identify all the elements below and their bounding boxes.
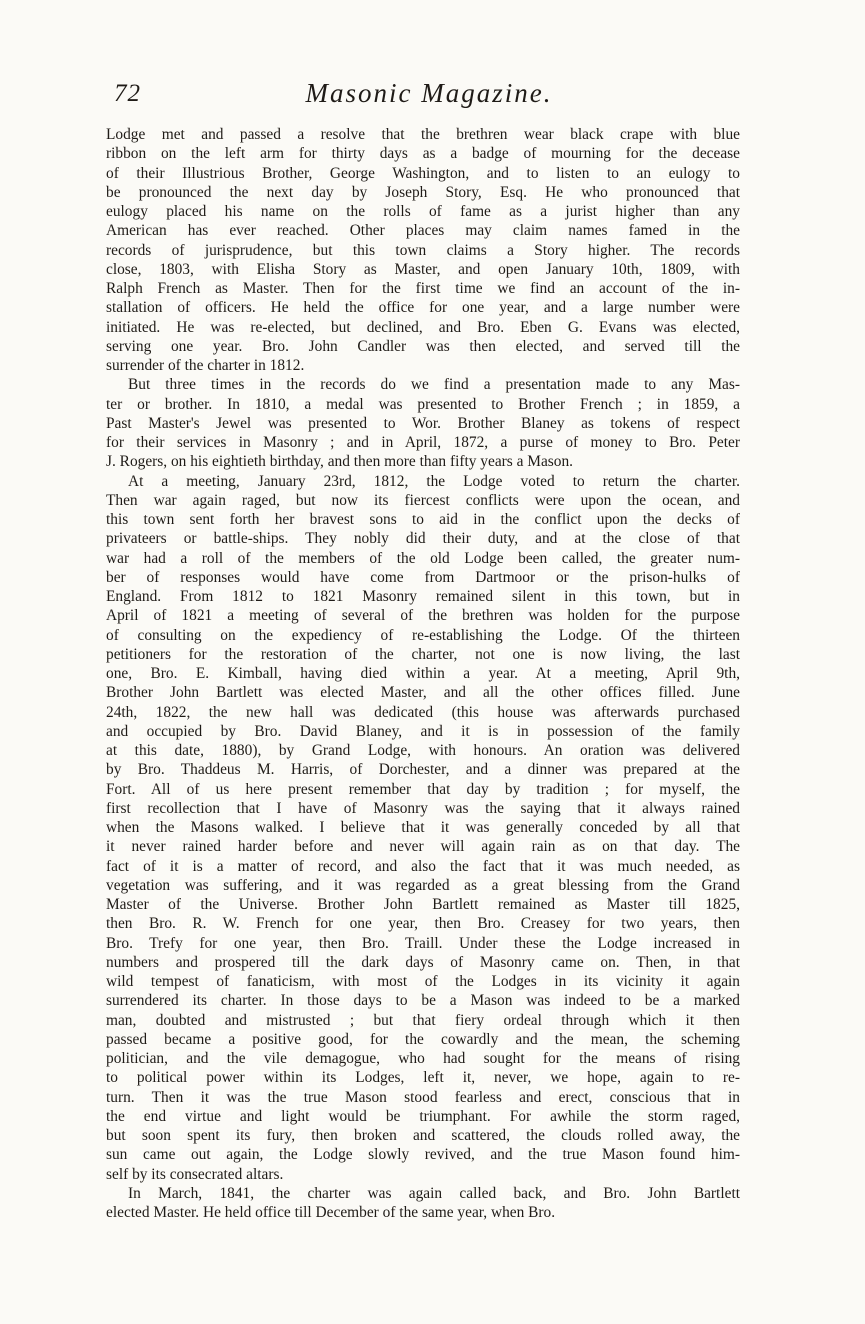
running-title: Masonic Magazine. [305,78,553,108]
text-line: to political power within its Lodges, left it, never, we hope, again to re- [106,1069,740,1087]
text-line: sun came out again, the Lodge slowly revived, and the true Mason found him- [106,1146,740,1164]
text-line: wild tempest of fanaticism, with most of the Lodges in its vicinity it again [106,973,740,990]
text-line: turn. Then it was the true Mason stood fearless and erect, conscious that in [106,1088,740,1106]
page-number: 72 [114,80,141,107]
text-line: vegetation was suffering, and it was regarded as a great blessing from the Grand [106,876,740,894]
text-line: Brother John Bartlett was elected Master, and all the other offices filled. June [106,684,740,702]
text-line: the end virtue and light would be triumphant. For awhile the storm raged, [106,1107,740,1125]
text-line: passed became a positive good, for the cowardly and the mean, the scheming [106,1030,740,1048]
text-line: Lodge met and passed a resolve that the brethren wear black crape with blue [106,126,740,143]
text-line: Past Master's Jewel was presented to Wor. Brother Blaney as tokens of respect [106,414,740,432]
text-line: stallation of officers. He held the office for one year, and a large number were [106,299,740,317]
text-line: when the Masons walked. I believe that it was generally conceded by all that [106,819,740,836]
text-line: one, Bro. E. Kimball, having died within a year. At a meeting, April 9th, [106,665,740,682]
paragraph [106,125,740,375]
text-line: Fort. All of us here present remember that day by tradition ; for myself, the [106,780,740,798]
text-line: this town sent forth her bravest sons to aid in the conflict upon the decks of [106,511,740,528]
text-line: elected Master. He held office till December of the same year, when Bro. [106,1204,556,1221]
text-line: then Bro. R. W. French for one year, then Bro. Creasey for two years, then [106,915,740,933]
text-line: ribbon on the left arm for thirty days as a badge of mourning for the decease [106,145,740,163]
text-line: ber of responses would have come from Dartmoor or the prison-hulks of [106,568,740,586]
text-line: close, 1803, with Elisha Story as Master, and open January 10th, 1809, with [106,260,740,278]
text-line: by Bro. Thaddeus M. Harris, of Dorchester, and a dinner was prepared at the [106,761,740,779]
text-line: eulogy placed his name on the rolls of fame as a jurist higher than any [106,203,740,220]
text-line: At a meeting, January 23rd, 1812, the Lodge voted to return the charter. [128,472,740,490]
text-line: American has ever reached. Other places may claim names famed in the [106,222,740,240]
text-line: In March, 1841, the charter was again called back, and Bro. John Bartlett [128,1184,740,1202]
text-line: but soon spent its fury, then broken and scattered, the clouds rolled away, the [106,1127,740,1144]
text-line: it never rained harder before and never will again rain as on that day. The [106,838,740,856]
text-line: April of 1821 a meeting of several of the brethren was holden for the purpose [106,607,740,625]
text-line: records of jurisprudence, but this town claims a Story higher. The records [106,241,740,259]
text-line: ter or brother. In 1810, a medal was presented to Brother French ; in 1859, a [106,395,740,413]
text-line: be pronounced the next day by Joseph Story, Esq. He who pronounced that [106,183,740,201]
paragraph [106,1184,740,1223]
text-line: Ralph French as Master. Then for the first time we find an account of the in- [106,280,740,297]
page-header [114,76,744,116]
text-line: serving one year. Bro. John Candler was then elected, and served till the [106,337,740,355]
text-line: privateers or battle-ships. They nobly did their duty, and at the close of that [106,530,740,548]
text-line: fact of it is a matter of record, and also the fact that it was much needed, as [106,857,740,875]
paragraph [106,375,740,471]
text-line: and occupied by Bro. David Blaney, and it is in possession of the family [106,722,740,740]
article-body [106,125,740,1222]
text-line: man, doubted and mistrusted ; but that fiery ordeal through which it then [106,1011,740,1029]
text-line: war had a roll of the members of the old Lodge been called, the greater num- [106,549,740,567]
text-line: But three times in the records do we find a presentation made to any Mas- [128,376,740,394]
text-line: Bro. Trefy for one year, then Bro. Traill. Under these the Lodge increased in [106,934,740,952]
text-line: of consulting on the expediency of re-establishing the Lodge. Of the thirteen [106,626,740,644]
text-line: 24th, 1822, the new hall was dedicated (this house was afterwards purchased [106,703,740,721]
text-line: petitioners for the restoration of the charter, not one is now living, the last [106,645,740,663]
text-line: surrendered its charter. In those days to be a Mason was indeed to be a marked [106,992,740,1010]
text-line: numbers and prospered till the dark days of Masonry came on. Then, in that [106,953,740,971]
text-line: England. From 1812 to 1821 Masonry remained silent in this town, but in [106,588,740,605]
text-line: of their Illustrious Brother, George Washington, and to listen to an eulogy to [106,164,740,182]
text-line: Then war again raged, but now its fiercest conflicts were upon the ocean, and [106,491,740,509]
text-line: surrender of the charter in 1812. [106,357,305,374]
text-line: J. Rogers, on his eightieth birthday, and then more than fifty years a Mason. [106,453,574,471]
text-line: for their services in Masonry ; and in April, 1872, a purse of money to Bro. Peter [106,434,740,451]
text-line: self by its consecrated altars. [106,1165,284,1183]
text-line: Master of the Universe. Brother John Bartlett remained as Master till 1825, [106,896,740,913]
text-line: politician, and the vile demagogue, who had sought for the means of rising [106,1050,740,1067]
text-line: at this date, 1880), by Grand Lodge, with honours. An oration was delivered [106,742,740,759]
paragraph [106,472,740,1184]
text-line: initiated. He was re-elected, but declined, and Bro. Eben G. Evans was elected, [106,318,740,336]
text-line: first recollection that I have of Masonry was the saying that it always rained [106,799,740,817]
